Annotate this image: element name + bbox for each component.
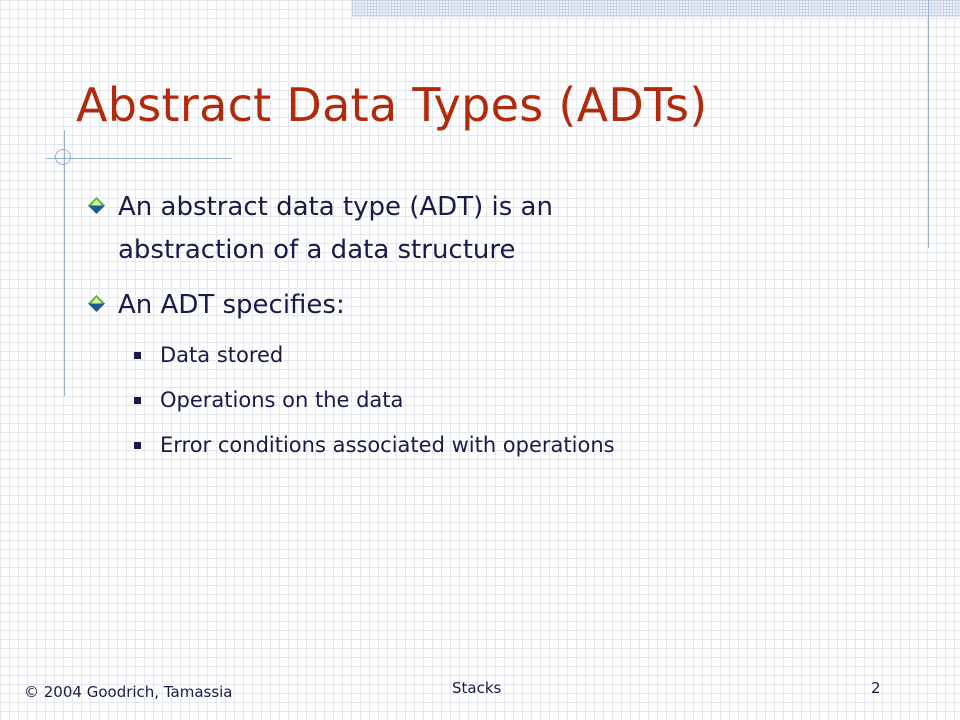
bullet-text: An ADT specifies: [118, 290, 345, 320]
left-vertical-rule [64, 130, 65, 396]
square-bullet-icon [134, 397, 141, 404]
right-vertical-rule [928, 0, 929, 248]
crosshair-ring-icon [55, 149, 71, 165]
sub-bullet-text: Operations on the data [160, 388, 404, 412]
bullet-adt-definition [84, 190, 724, 276]
corner-pattern-band [352, 0, 960, 17]
footer-topic: Stacks [452, 679, 502, 697]
title-underline-rule [46, 158, 232, 159]
sub-bullet-data-stored [134, 340, 283, 370]
square-bullet-icon [134, 352, 141, 359]
bullet-text-line-1: An abstract data type (ADT) is an [118, 192, 553, 222]
sub-bullet-text: Data stored [160, 343, 284, 367]
diamond-bullet-icon [88, 197, 105, 214]
square-bullet-icon [134, 442, 141, 449]
bullet-adt-specifies [84, 288, 724, 331]
sub-bullet-text: Error conditions associated with operations [160, 433, 615, 457]
bullet-text-line-2: abstraction of a data structure [118, 235, 516, 265]
sub-bullet-operations [134, 385, 403, 415]
slide-title: Abstract Data Types (ADTs) [76, 78, 708, 132]
footer-page-number: 2 [871, 679, 881, 697]
sub-bullet-error-conditions [134, 430, 615, 460]
footer-copyright: © 2004 Goodrich, Tamassia [24, 683, 233, 701]
diamond-bullet-icon [88, 295, 105, 312]
